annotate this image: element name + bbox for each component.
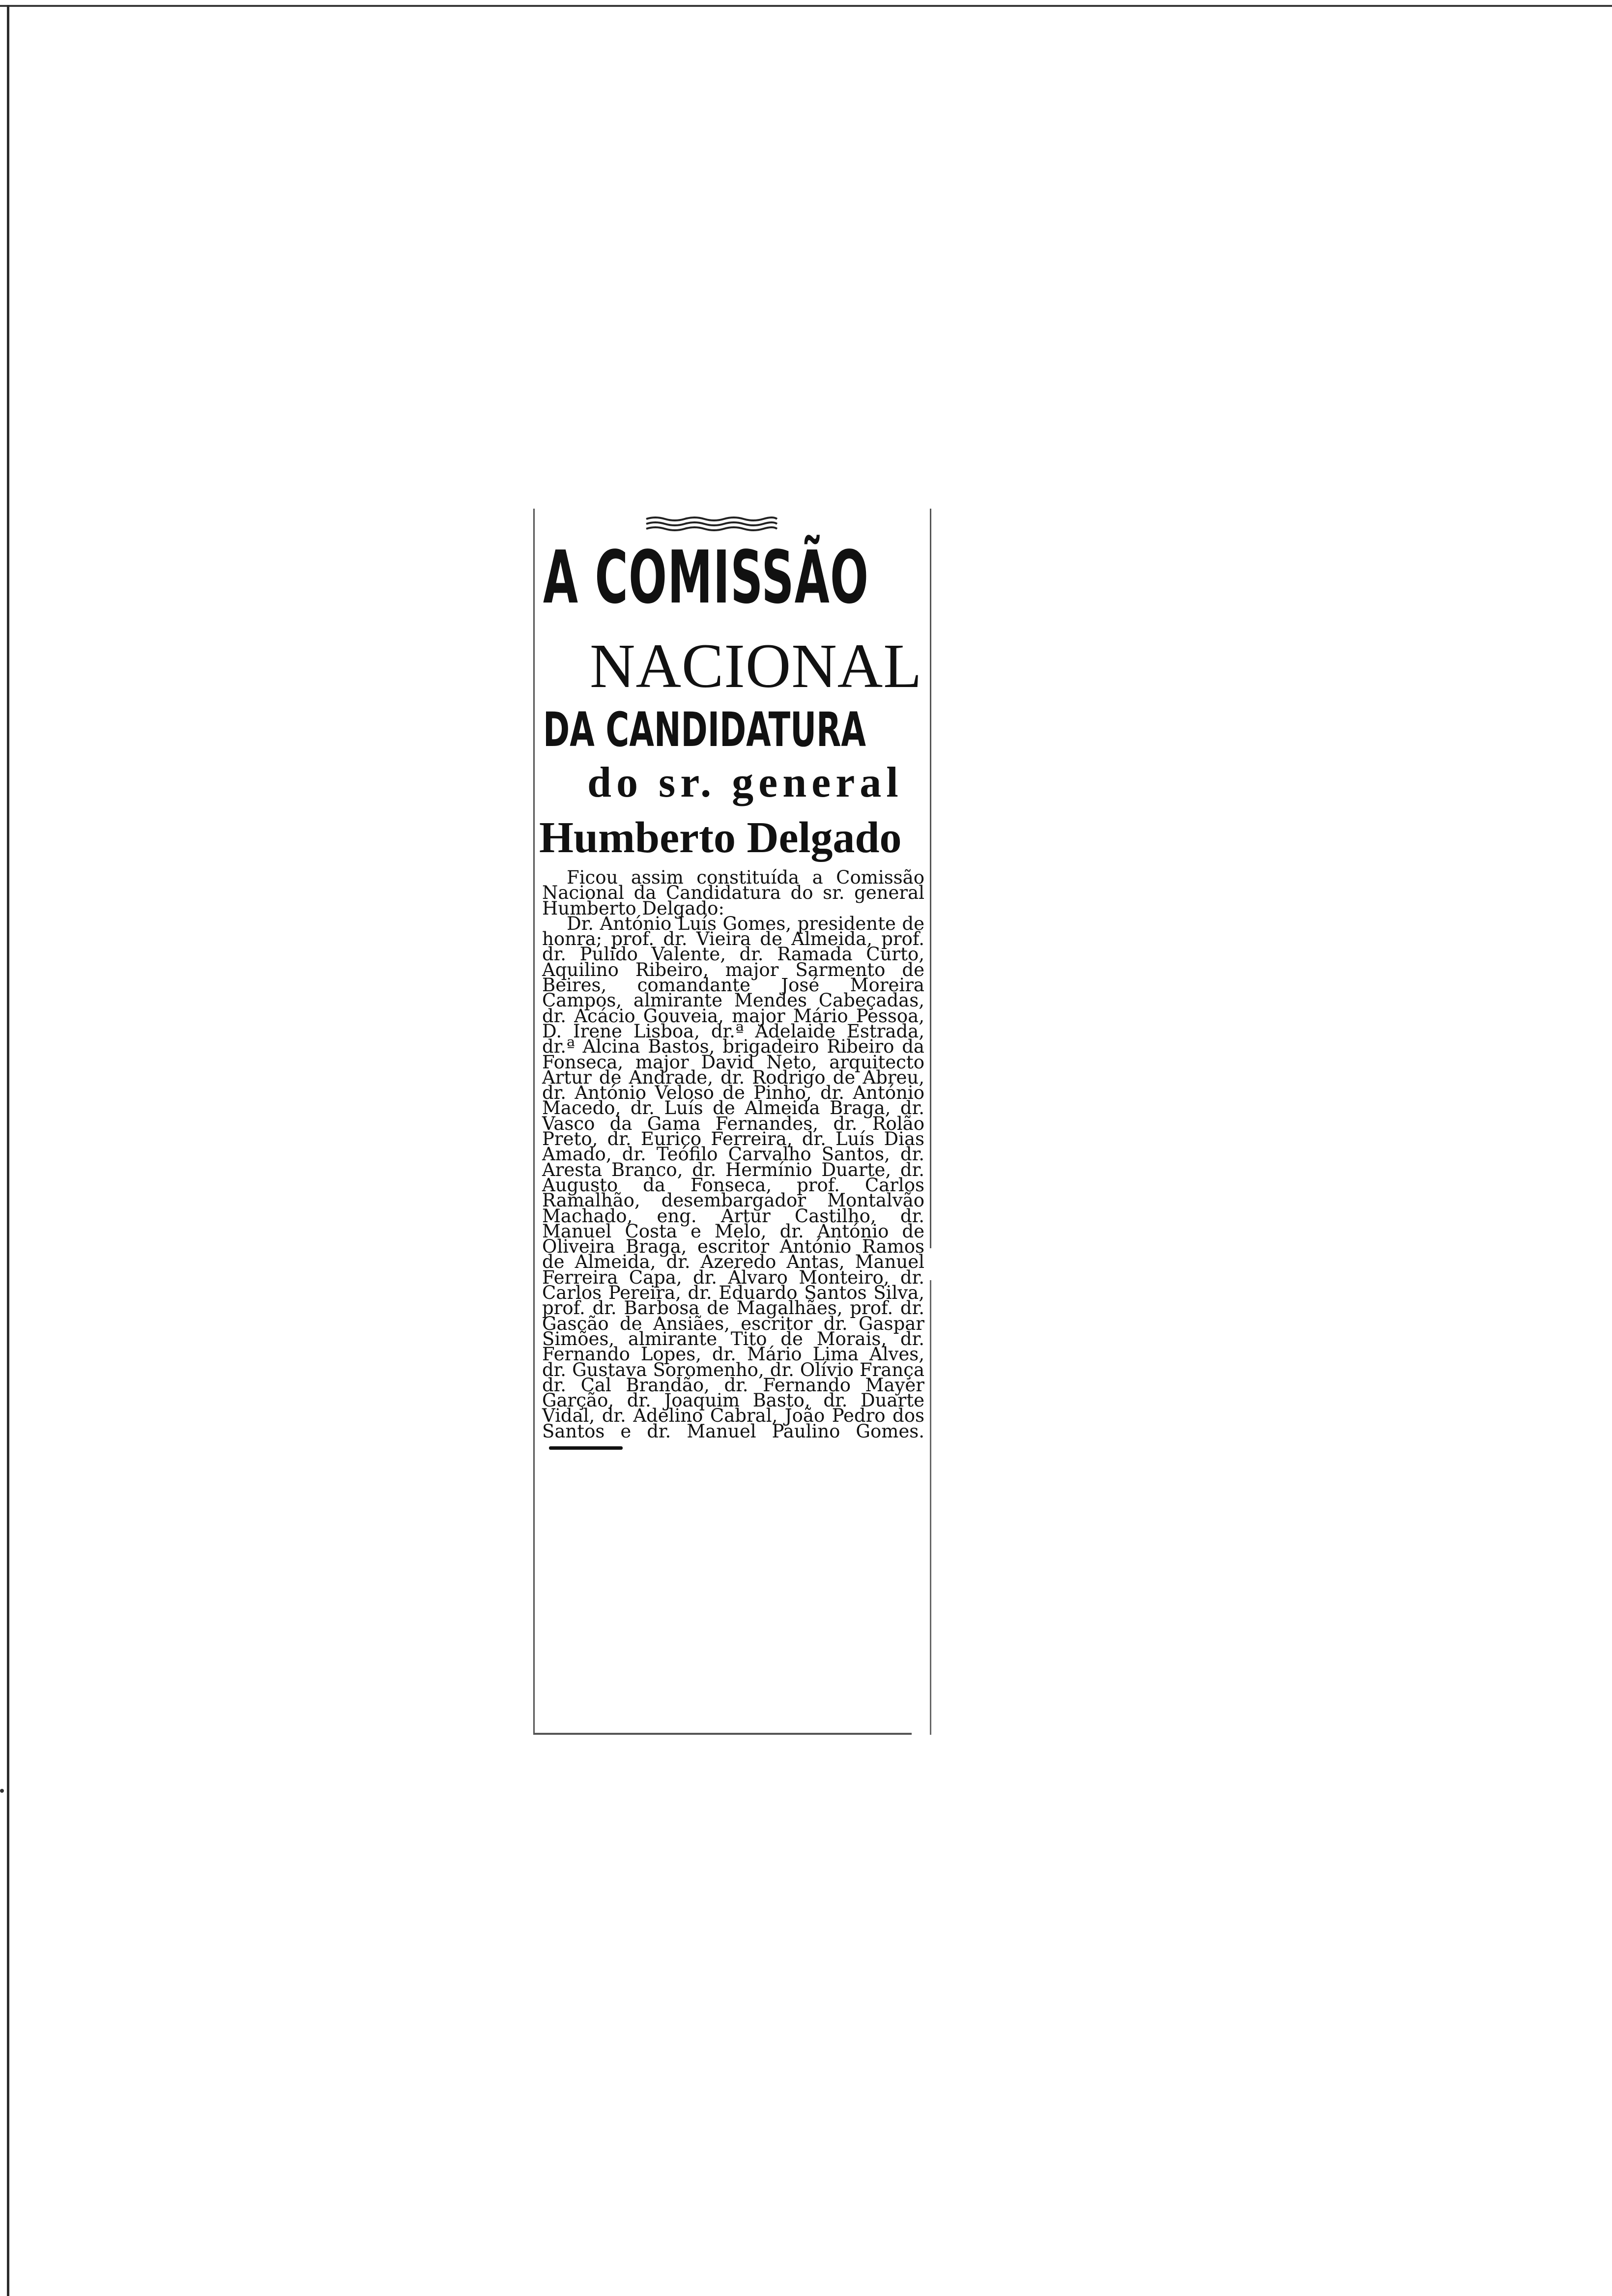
headline-line-4: do sr. general bbox=[587, 759, 903, 806]
article-body bbox=[542, 867, 924, 1454]
closing-rule bbox=[549, 1446, 623, 1450]
members-list: Dr. António Luís Gomes, presidente de honra; prof. dr. Vieira de Almeida, prof. dr. Pulido Valente, dr. Ramada Curto, Aquilino Ribeiro, major Sarmento de Beires, comandante José Moreira Campos, almirante Mendes Cabeçadas, dr. Acácio Gouveia, major Mário Pessoa, D. Irene Lisboa, dr.ª Adelaide Estrada, dr.ª Alcina Bastos, brigadeiro Ribeiro da Fonseca, major David Neto, arquitecto Artur de Andrade, dr. Rodrigo de Abreu, dr. António Veloso de Pinho, dr. António Macedo, dr. Luís de Almeida Braga, dr. Vasco da Gama Fernandes, dr. Rolão Preto, dr. Eurico Ferreira, dr. Luís Dias Amado, dr. Teófilo Carvalho Santos, dr. Aresta Branco, dr. Hermínio Duarte, dr. Augusto da Fonseca, prof. Carlos Ramalhão, desembargador Montalvão Machado, eng. Artur Castilho, dr. Manuel Costa e Melo, dr. António de Oliveira Braga, escritor António Ramos de Almeida, dr. Azeredo Antas, Manuel Ferreira Capa, dr. Álvaro Monteiro, dr. Carlos Pereira, dr. Eduardo Santos Silva, prof. dr. Barbosa de Magalhães, prof. dr. Gascão de Ansiães, escritor dr. Gaspar Simões, almirante Tito de Morais, dr. Fernando Lopes, dr. Mário Lima Alves, dr. Gustava Soromenho, dr. Olívio França dr. Cal Brandão, dr. Fernando Mayer Garção, dr. Joaquim Basto, dr. Duarte Vidal, dr. Adelino Cabral, João Pedro dos Santos e dr. Manuel Paulino Gomes. bbox=[542, 913, 924, 1442]
ornament-rule-icon bbox=[645, 516, 778, 532]
clipping-border-right bbox=[930, 509, 931, 1248]
clipping-border-bottom bbox=[533, 1733, 912, 1735]
headline-line-5: Humberto Delgado bbox=[539, 813, 902, 862]
clipping-border-left bbox=[533, 509, 535, 1735]
article-members bbox=[542, 913, 924, 1454]
newspaper-clipping bbox=[533, 509, 931, 1735]
headline-line-2: NACIONAL bbox=[590, 631, 922, 701]
scan-edge-left bbox=[7, 5, 9, 2296]
scan-edge-top bbox=[0, 5, 1612, 7]
scan-mark bbox=[0, 1789, 4, 1793]
clipping-border-right-lower bbox=[930, 1280, 931, 1735]
article-intro: Ficou assim constituída a Comissão Nacional da Candidatura do sr. general Humberto Delgado: bbox=[542, 867, 924, 919]
headline-line-3: DA CANDIDATURA bbox=[543, 702, 866, 757]
headline-line-1: A COMISSÃO bbox=[543, 535, 869, 620]
